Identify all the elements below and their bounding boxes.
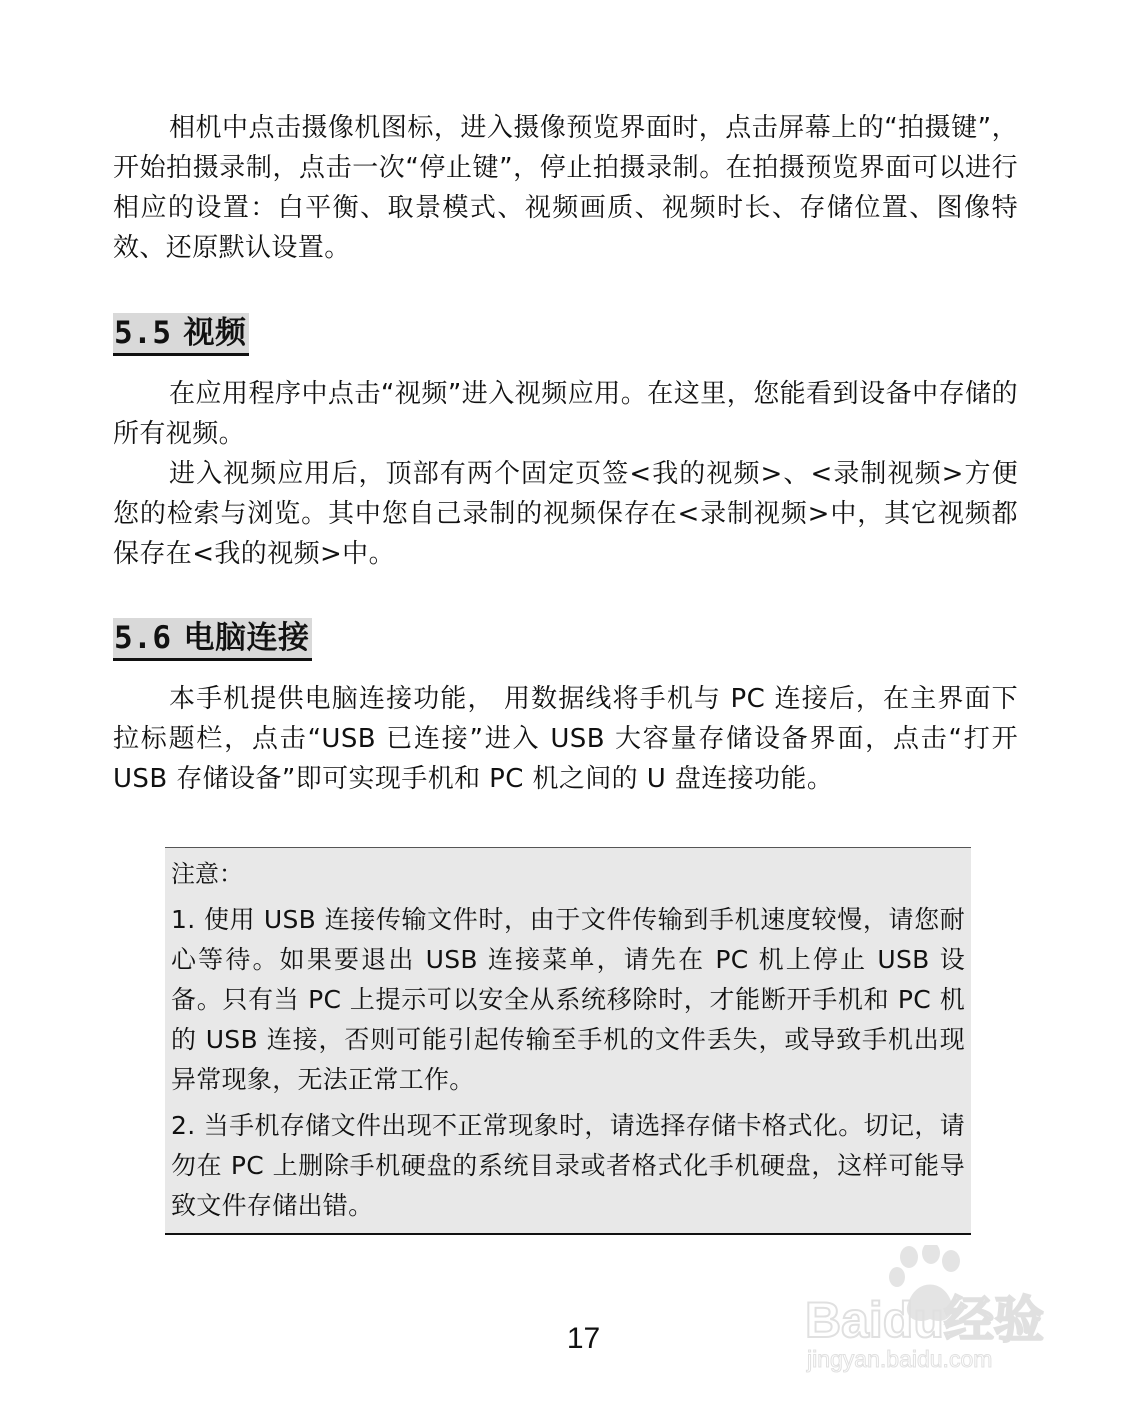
section-title: 电脑连接 <box>183 620 310 656</box>
section-heading-pc-connection <box>113 618 312 661</box>
section-heading-video <box>113 313 249 356</box>
section-number: 5.5 <box>114 315 172 351</box>
intro-paragraph: 相机中点击摄像机图标，进入摄像预览界面时，点击屏幕上的“拍摄键”，开始拍摄录制，点击一次“停止键”，停止拍摄录制。在拍摄预览界面可以进行相应的设置：白平衡、取景模式、视频画质、视频时长、存储位置、图像特效、还原默认设置。 <box>113 113 1018 263</box>
section-number: 5.6 <box>114 620 172 656</box>
video-paragraph-2: 进入视频应用后，顶部有两个固定页签<我的视频>、<录制视频>方便您的检索与浏览。其中您自己录制的视频保存在<录制视频>中，其它视频都保存在<我的视频>中。 <box>113 459 1018 569</box>
note-title: 注意： <box>171 860 243 888</box>
page-number: 17 <box>566 1322 601 1355</box>
note-box <box>165 847 971 1235</box>
note-item-1: 1. 使用 USB 连接传输文件时，由于文件传输到手机速度较慢，请您耐心等待。如果要退出 USB 连接菜单，请先在 PC 机上停止 USB 设备。只有当 PC 上提示可以安全从系统移除时，才能断开手机和 PC 机的 USB 连接，否则可能引起传输至手机的文件丢失，或导致手机出现异常现象，无法正常工作。 <box>171 905 965 1094</box>
watermark-brand-text: Baidu经验 <box>805 1292 1044 1348</box>
note-item-2: 2. 当手机存储文件出现不正常现象时，请选择存储卡格式化。切记，请勿在 PC 上删除手机硬盘的系统目录或者格式化手机硬盘，这样可能导致文件存储出错。 <box>171 1111 965 1220</box>
baidu-jingyan-watermark <box>805 1245 1070 1375</box>
section-title: 视频 <box>183 315 247 351</box>
pc-connection-paragraph: 本手机提供电脑连接功能， 用数据线将手机与 PC 连接后，在主界面下拉标题栏，点击“USB 已连接”进入 USB 大容量存储设备界面，点击“打开 USB 存储设备”即可实现手机和 PC 机之间的 U 盘连接功能。 <box>113 684 1018 794</box>
video-paragraph-1: 在应用程序中点击“视频”进入视频应用。在这里，您能看到设备中存储的所有视频。 <box>113 379 1018 449</box>
watermark-url-text: jingyan.baidu.com <box>807 1346 993 1372</box>
